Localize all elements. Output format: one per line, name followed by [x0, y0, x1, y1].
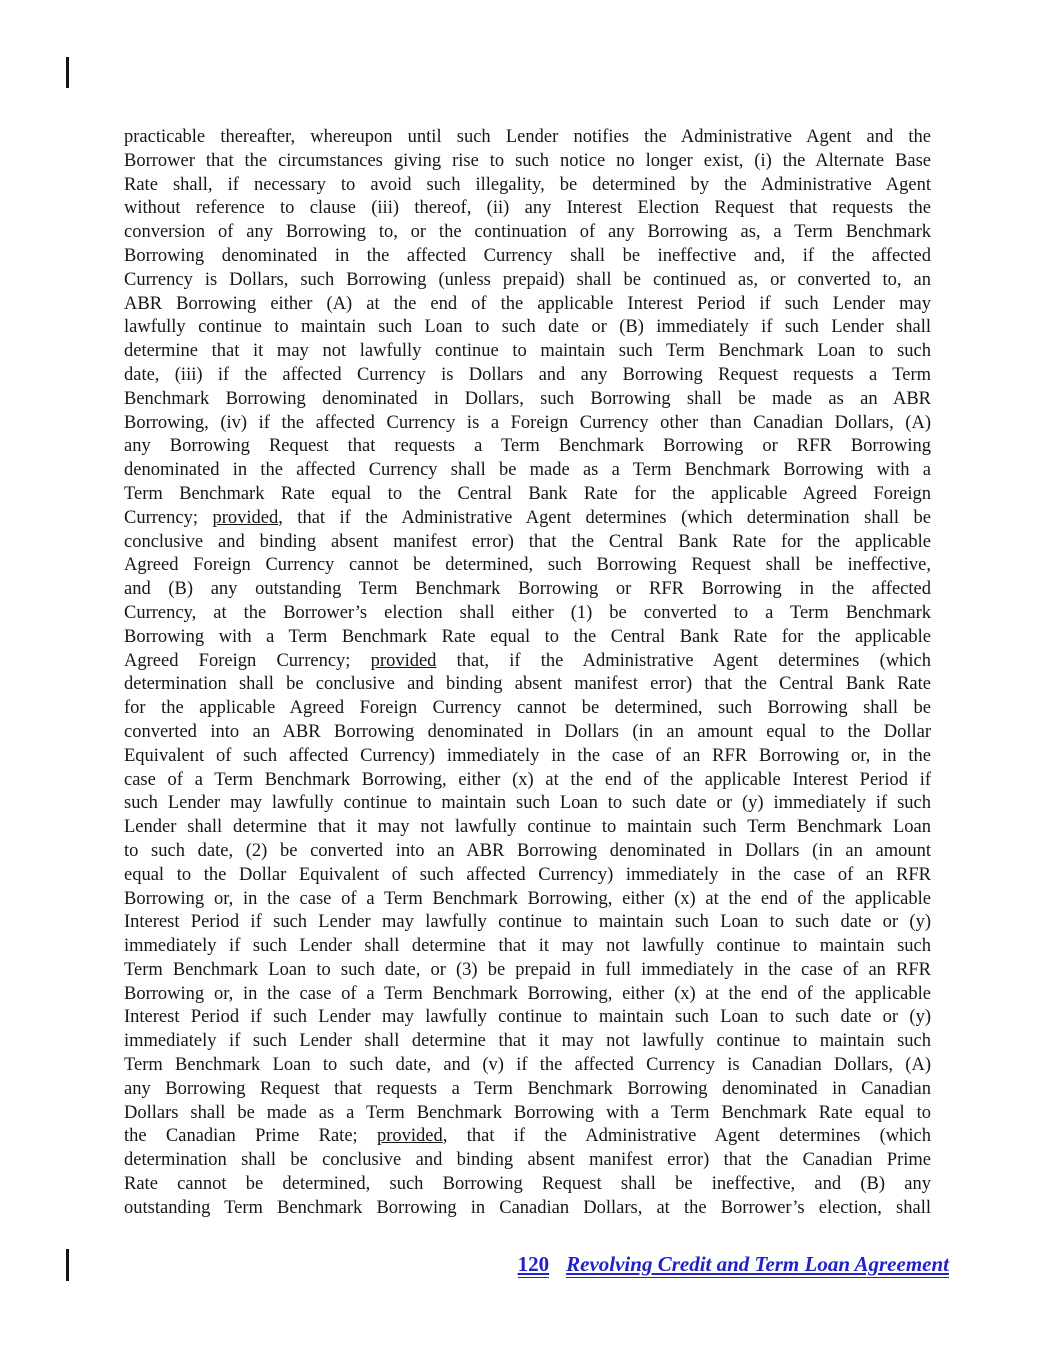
text-segment: Borrowing or, in the case of a Term Benchmark Borrowing, either (x) at the end of the applicable — [124, 888, 931, 909]
text-line — [124, 150, 931, 174]
text-line — [124, 1197, 931, 1221]
text-line — [124, 888, 931, 912]
page-number: 120 — [517, 1252, 550, 1276]
text-line — [124, 983, 931, 1007]
text-segment: immediately if such Lender shall determine that it may not lawfully continue to maintain such — [124, 936, 931, 957]
text-segment: practicable thereafter, whereupon until such Lender notifies the Administrative Agent and the — [124, 127, 931, 147]
text-segment: and (B) any outstanding Term Benchmark Borrowing or RFR Borrowing in the affected — [124, 579, 931, 600]
text-segment: determination shall be conclusive and binding absent manifest error) that the Canadian Prime — [124, 1150, 931, 1171]
text-segment: equal to the Dollar Equivalent of such affected Currency) immediately in the case of an RFR — [124, 864, 931, 885]
text-line — [124, 1006, 931, 1030]
text-line — [124, 792, 931, 816]
text-segment: Agreed Foreign Currency cannot be determined, such Borrowing Request shall be ineffective, — [124, 555, 931, 576]
text-line — [124, 197, 931, 221]
text-segment: Interest Period if such Lender may lawfully continue to maintain such Loan to such date or (y) — [124, 1007, 931, 1028]
text-line — [124, 245, 931, 269]
text-line — [124, 126, 931, 150]
text-line — [124, 364, 931, 388]
text-segment: immediately if such Lender shall determine that it may not lawfully continue to maintain such — [124, 1031, 931, 1052]
underlined-term: provided — [212, 507, 279, 528]
text-line — [124, 435, 931, 459]
text-line — [124, 911, 931, 935]
underlined-term: provided — [370, 650, 437, 671]
text-segment: Term Benchmark Loan to such date, and (v) if the affected Currency is Canadian Dollars, (A) — [124, 1055, 931, 1076]
text-segment: ABR Borrowing either (A) at the end of the applicable Interest Period if such Lender may — [124, 293, 931, 314]
text-line — [124, 483, 931, 507]
text-line — [124, 507, 931, 531]
page-footer — [0, 1252, 949, 1278]
text-segment: Rate shall, if necessary to avoid such illegality, be determined by the Administrative Agent — [124, 174, 931, 195]
text-segment: Borrowing with a Term Benchmark Rate equal to the Central Bank Rate for the applicable — [124, 626, 931, 647]
text-segment: Term Benchmark Loan to such date, or (3) be prepaid in full immediately in the case of an RFR — [124, 959, 931, 980]
text-segment: Rate cannot be determined, such Borrowing Request shall be ineffective, and (B) any — [124, 1174, 931, 1195]
text-segment: Lender shall determine that it may not lawfully continue to maintain such Term Benchmark Loan — [124, 817, 931, 838]
text-segment: Agreed Foreign Currency; — [124, 650, 371, 671]
text-segment: any Borrowing Request that requests a Term Benchmark Borrowing or RFR Borrowing — [124, 436, 931, 457]
document-title: Revolving Credit and Term Loan Agreement — [566, 1252, 949, 1276]
text-line — [124, 1149, 931, 1173]
text-segment: Borrowing, (iv) if the affected Currency is a Foreign Currency other than Canadian Dollars, (A) — [124, 412, 931, 433]
text-segment: determination shall be conclusive and binding absent manifest error) that the Central Bank Rate — [124, 674, 931, 695]
text-segment: conclusive and binding absent manifest error) that the Central Bank Rate for the applicable — [124, 531, 931, 552]
text-segment: Borrowing or, in the case of a Term Benchmark Borrowing, either (x) at the end of the applicable — [124, 983, 931, 1004]
text-line — [124, 840, 931, 864]
text-line — [124, 388, 931, 412]
text-line — [124, 1125, 931, 1149]
text-line — [124, 1054, 931, 1078]
revision-change-bar-bottom — [66, 1249, 69, 1281]
text-segment: to such date, (2) be converted into an ABR Borrowing denominated in Dollars (in an amount — [124, 840, 931, 861]
text-segment: Term Benchmark Rate equal to the Central Bank Rate for the applicable Agreed Foreign — [124, 483, 931, 504]
text-line — [124, 1078, 931, 1102]
text-segment: determine that it may not lawfully continue to maintain such Term Benchmark Loan to such — [124, 341, 931, 362]
text-segment: converted into an ABR Borrowing denominated in Dollars (in an amount equal to the Dollar — [124, 721, 931, 742]
text-line — [124, 697, 931, 721]
body-paragraph — [124, 126, 931, 1221]
text-line — [124, 1030, 931, 1054]
text-segment: case of a Term Benchmark Borrowing, either (x) at the end of the applicable Interest Period if — [124, 769, 931, 790]
text-segment: conversion of any Borrowing to, or the continuation of any Borrowing as, a Term Benchmark — [124, 222, 931, 243]
text-line — [124, 935, 931, 959]
text-segment: Interest Period if such Lender may lawfully continue to maintain such Loan to such date or (y) — [124, 912, 931, 933]
text-segment: Borrower that the circumstances giving rise to such notice no longer exist, (i) the Alternate Base — [124, 150, 931, 171]
text-segment: such Lender may lawfully continue to maintain such Loan to such date or (y) immediately if such — [124, 793, 931, 814]
text-segment: Benchmark Borrowing denominated in Dollars, such Borrowing shall be made as an ABR — [124, 388, 931, 409]
text-line — [124, 959, 931, 983]
text-segment: for the applicable Agreed Foreign Currency cannot be determined, such Borrowing shall be — [124, 698, 931, 719]
text-line — [124, 269, 931, 293]
text-line — [124, 459, 931, 483]
text-line — [124, 745, 931, 769]
revision-change-bar-top — [66, 57, 69, 88]
text-segment: lawfully continue to maintain such Loan to such date or (B) immediately if such Lender shall — [124, 317, 931, 338]
text-segment: Currency, at the Borrower’s election shall either (1) be converted to a Term Benchmark — [124, 602, 931, 623]
text-segment: Equivalent of such affected Currency) immediately in the case of an RFR Borrowing or, in the — [124, 745, 931, 766]
text-segment: Borrowing denominated in the affected Currency shall be ineffective and, if the affected — [124, 245, 931, 266]
text-line — [124, 864, 931, 888]
text-line — [124, 1102, 931, 1126]
text-segment: that, if the Administrative Agent determines (which — [436, 650, 931, 671]
text-segment: date, (iii) if the affected Currency is Dollars and any Borrowing Request requests a Term — [124, 364, 931, 385]
underlined-term: provided — [377, 1126, 443, 1147]
text-segment: the Canadian Prime Rate; — [124, 1126, 377, 1147]
text-line — [124, 578, 931, 602]
text-line — [124, 1173, 931, 1197]
text-line — [124, 412, 931, 436]
text-line — [124, 769, 931, 793]
text-line — [124, 531, 931, 555]
text-segment: any Borrowing Request that requests a Term Benchmark Borrowing denominated in Canadian — [124, 1078, 931, 1099]
text-line — [124, 316, 931, 340]
text-line — [124, 721, 931, 745]
text-line — [124, 554, 931, 578]
text-line — [124, 816, 931, 840]
text-line — [124, 340, 931, 364]
text-line — [124, 174, 931, 198]
text-line — [124, 626, 931, 650]
text-segment: Currency is Dollars, such Borrowing (unless prepaid) shall be continued as, or converted to, an — [124, 269, 931, 290]
text-segment: without reference to clause (iii) thereof, (ii) any Interest Election Request that requests the — [124, 198, 931, 219]
text-line — [124, 650, 931, 674]
text-segment: Currency; — [124, 507, 213, 528]
text-line — [124, 221, 931, 245]
text-line — [124, 293, 931, 317]
text-segment: , that if the Administrative Agent determines (which determination shall be — [278, 507, 931, 528]
text-segment: outstanding Term Benchmark Borrowing in Canadian Dollars, at the Borrower’s election, shall — [124, 1197, 931, 1218]
text-segment: denominated in the affected Currency shall be made as a Term Benchmark Borrowing with a — [124, 460, 931, 481]
text-line — [124, 673, 931, 697]
text-line — [124, 602, 931, 626]
text-segment: , that if the Administrative Agent determines (which — [442, 1126, 931, 1147]
text-segment: Dollars shall be made as a Term Benchmark Borrowing with a Term Benchmark Rate equal to — [124, 1102, 931, 1123]
